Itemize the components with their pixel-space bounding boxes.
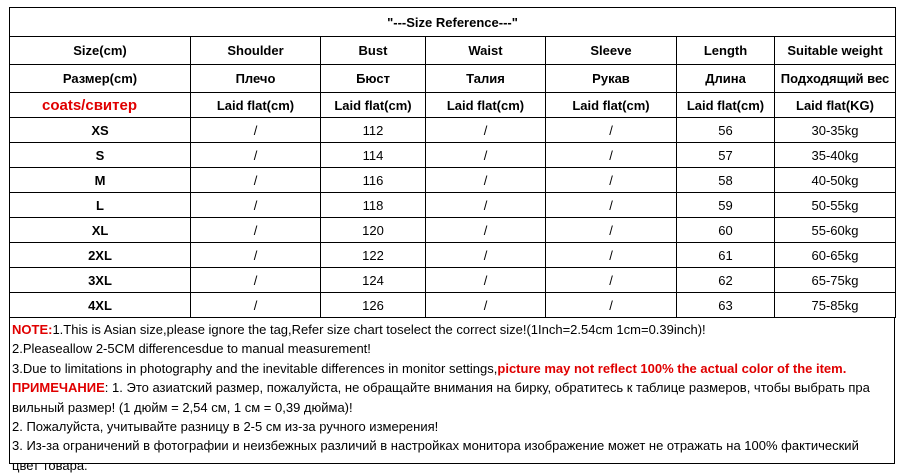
table-row [10, 118, 896, 143]
length-cell: 62 [677, 268, 775, 293]
note-line-2: 2.Pleaseallow 2-5CM differencesdue to manual measurement! [12, 341, 371, 357]
size-rows [10, 118, 896, 318]
weight-cell: 30-35kg [775, 118, 896, 143]
sleeve-cell: / [546, 218, 677, 243]
unit-waist: Laid flat(cm) [426, 93, 546, 118]
sleeve-cell: / [546, 193, 677, 218]
ru-note-line-1b: вильный размер! (1 дюйм = 2,54 см, 1 см = 0,39 дюйма)! [12, 399, 353, 415]
bust-cell: 118 [321, 193, 426, 218]
header-shoulder-ru: Плечо [191, 65, 321, 93]
length-cell: 61 [677, 243, 775, 268]
bust-cell: 124 [321, 268, 426, 293]
bust-cell: 112 [321, 118, 426, 143]
ru-note-line-3: 3. Из-за ограничений в фотографии и неизбежных различий в настройках монитора изображение может не отражать на 100% фактический [12, 438, 859, 454]
shoulder-cell: / [191, 293, 321, 318]
weight-cell: 60-65kg [775, 243, 896, 268]
shoulder-cell: / [191, 218, 321, 243]
sleeve-cell: / [546, 118, 677, 143]
header-waist: Waist [426, 37, 546, 65]
table-row [10, 293, 896, 318]
size-cell: 3XL [10, 268, 191, 293]
unit-shoulder: Laid flat(cm) [191, 93, 321, 118]
waist-cell: / [426, 293, 546, 318]
header-size: Size(cm) [10, 37, 191, 65]
shoulder-cell: / [191, 268, 321, 293]
header-weight-ru: Подходящий вес [775, 65, 896, 93]
header-length: Length [677, 37, 775, 65]
weight-cell: 75-85kg [775, 293, 896, 318]
header-row-en [10, 37, 896, 65]
unit-sleeve: Laid flat(cm) [546, 93, 677, 118]
weight-cell: 35-40kg [775, 143, 896, 168]
header-shoulder: Shoulder [191, 37, 321, 65]
size-cell: M [10, 168, 191, 193]
note-3-red-text: picture may not reflect 100% the actual color of the item. [497, 360, 847, 376]
shoulder-cell: / [191, 143, 321, 168]
size-cell: L [10, 193, 191, 218]
waist-cell: / [426, 118, 546, 143]
length-cell: 60 [677, 218, 775, 243]
size-cell: XS [10, 118, 191, 143]
length-cell: 63 [677, 293, 775, 318]
sleeve-cell: / [546, 243, 677, 268]
length-cell: 59 [677, 193, 775, 218]
size-cell: S [10, 143, 191, 168]
notes-block [9, 318, 895, 473]
header-size-ru: Размер(cm) [10, 65, 191, 93]
bust-cell: 126 [321, 293, 426, 318]
shoulder-cell: / [191, 243, 321, 268]
note-line-1 [12, 320, 892, 339]
header-bust: Bust [321, 37, 426, 65]
table-title: "---Size Reference---" [10, 8, 896, 37]
ru-note-line-2: 2. Пожалуйста, учитывайте разницу в 2-5 см из-за ручного измерения! [12, 419, 439, 435]
length-cell: 56 [677, 118, 775, 143]
header-waist-ru: Талия [426, 65, 546, 93]
shoulder-cell: / [191, 193, 321, 218]
category-label: coats/свитер [10, 93, 191, 118]
bust-cell: 116 [321, 168, 426, 193]
waist-cell: / [426, 143, 546, 168]
header-sleeve: Sleeve [546, 37, 677, 65]
size-table [9, 7, 896, 318]
size-cell: 4XL [10, 293, 191, 318]
sleeve-cell: / [546, 268, 677, 293]
size-reference-sheet [9, 7, 895, 473]
size-cell: XL [10, 218, 191, 243]
length-cell: 57 [677, 143, 775, 168]
header-bust-ru: Бюст [321, 65, 426, 93]
length-cell: 58 [677, 168, 775, 193]
shoulder-cell: / [191, 168, 321, 193]
sleeve-cell: / [546, 143, 677, 168]
header-row-ru [10, 65, 896, 93]
table-row [10, 268, 896, 293]
ru-note-1-text: : 1. Это азиатский размер, пожалуйста, не обращайте внимания на бирку, обратитесь к таблице размеров, чтобы выбрать пра [104, 380, 870, 396]
note-1-text: 1.This is Asian size,please ignore the tag,Refer size chart toselect the correct size!(1Inch=2.54cm 1cm=0.39inch)! [52, 322, 706, 337]
table-row [10, 168, 896, 193]
weight-cell: 55-60kg [775, 218, 896, 243]
header-length-ru: Длина [677, 65, 775, 93]
note-3-text: 3.Due to limitations in photography and the inevitable differences in monitor settings, [12, 360, 498, 376]
waist-cell: / [426, 218, 546, 243]
bust-cell: 120 [321, 218, 426, 243]
bust-cell: 122 [321, 243, 426, 268]
sleeve-cell: / [546, 168, 677, 193]
table-row [10, 193, 896, 218]
units-row [10, 93, 896, 118]
waist-cell: / [426, 268, 546, 293]
unit-bust: Laid flat(cm) [321, 93, 426, 118]
weight-cell: 50-55kg [775, 193, 896, 218]
unit-weight: Laid flat(KG) [775, 93, 896, 118]
weight-cell: 65-75kg [775, 268, 896, 293]
ru-note-label: ПРИМЕЧАНИЕ [12, 380, 105, 396]
header-sleeve-ru: Рукав [546, 65, 677, 93]
note-label: NOTE: [12, 322, 53, 337]
waist-cell: / [426, 243, 546, 268]
sleeve-cell: / [546, 293, 677, 318]
bust-cell: 114 [321, 143, 426, 168]
table-row [10, 243, 896, 268]
waist-cell: / [426, 168, 546, 193]
header-weight: Suitable weight [775, 37, 896, 65]
shoulder-cell: / [191, 118, 321, 143]
table-row [10, 218, 896, 243]
ru-note-line-3b: цвет товара. [12, 457, 88, 473]
ru-note-line-1 [12, 378, 892, 397]
weight-cell: 40-50kg [775, 168, 896, 193]
waist-cell: / [426, 193, 546, 218]
table-row [10, 143, 896, 168]
size-cell: 2XL [10, 243, 191, 268]
note-line-3 [12, 359, 892, 378]
unit-length: Laid flat(cm) [677, 93, 775, 118]
